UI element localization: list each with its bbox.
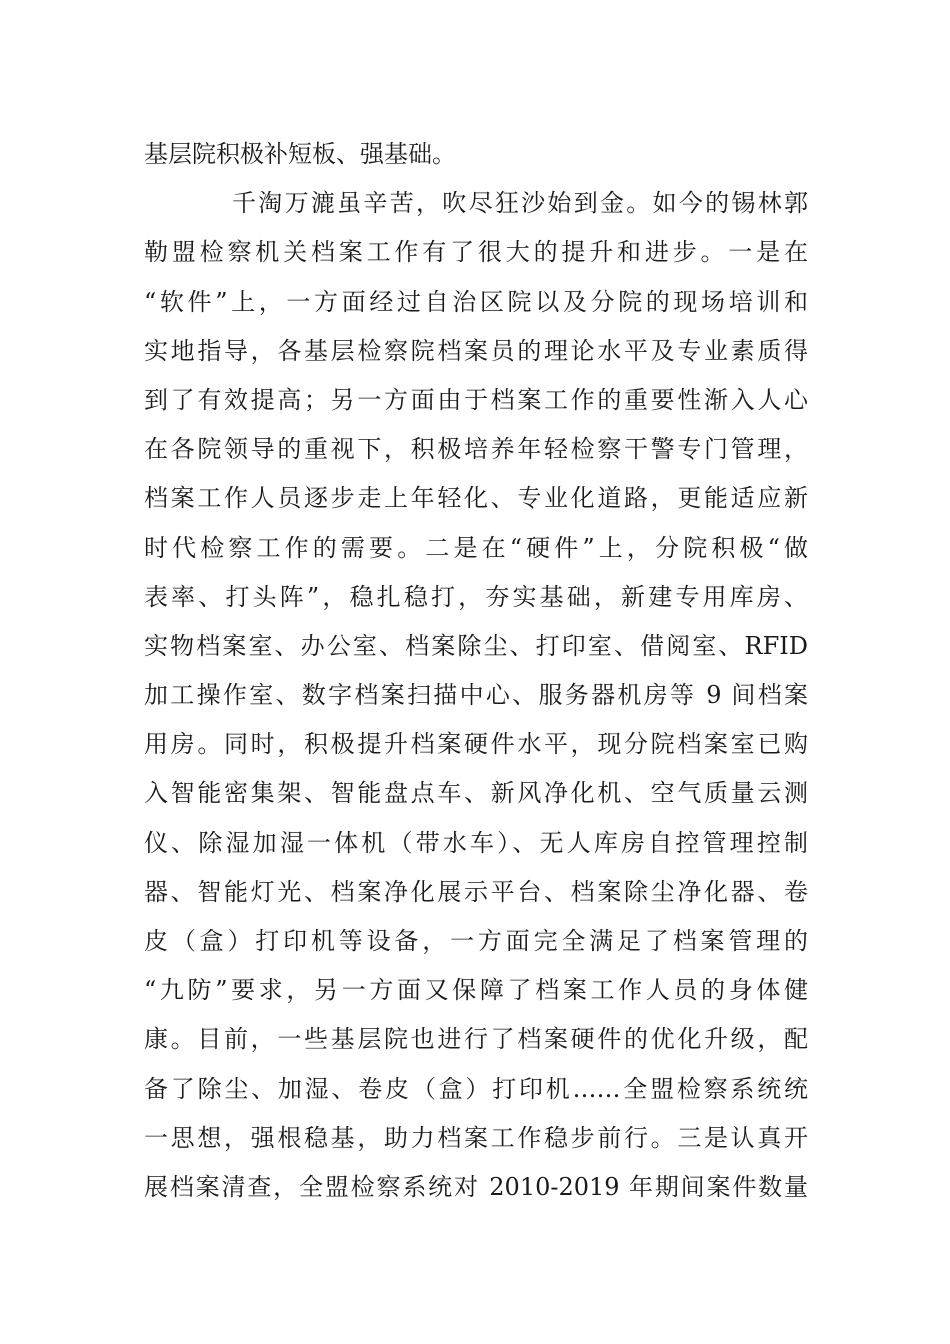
paragraph-line: 加工操作室、数字档案扫描中心、服务器机房等 9 间档案 xyxy=(144,681,808,710)
paragraph-line: 在各院领导的重视下，积极培养年轻检察干警专门管理， xyxy=(144,435,808,464)
paragraph-line: 基层院积极补短板、强基础。 xyxy=(144,140,456,168)
paragraph-line: 千淘万漉虽辛苦，吹尽狂沙始到金。如今的锡林郭 xyxy=(232,189,808,218)
paragraph-line: “九防”要求，另一方面又保障了档案工作人员的身体健 xyxy=(144,976,808,1005)
paragraph-line: 实地指导，各基层检察院档案员的理论水平及专业素质得 xyxy=(144,336,808,365)
paragraph-line: “软件”上，一方面经过自治区院以及分院的现场培训和 xyxy=(144,287,808,316)
paragraph-line: 仪、除湿加湿一体机（带水车）、无人库房自控管理控制 xyxy=(144,828,808,857)
body-text xyxy=(144,130,808,1212)
paragraph-line: 康。目前，一些基层院也进行了档案硬件的优化升级，配 xyxy=(144,1025,808,1054)
paragraph-line: 备了除尘、加湿、卷皮（盒）打印机……全盟检察系统统 xyxy=(144,1074,808,1103)
paragraph-line: 档案工作人员逐步走上年轻化、专业化道路，更能适应新 xyxy=(144,484,808,513)
paragraph-line: 器、智能灯光、档案净化展示平台、档案除尘净化器、卷 xyxy=(144,877,808,906)
paragraph-line: 展档案清查，全盟检察系统对 2010-2019 年期间案件数量 xyxy=(144,1172,808,1201)
paragraph-line: 一思想，强根稳基，助力档案工作稳步前行。三是认真开 xyxy=(144,1123,808,1152)
paragraph-line: 皮（盒）打印机等设备，一方面完全满足了档案管理的 xyxy=(144,927,808,955)
paragraph-line: 表率、打头阵”，稳扎稳打，夯实基础，新建专用库房、 xyxy=(144,582,808,611)
paragraph-line: 时代检察工作的需要。二是在“硬件”上，分院积极“做 xyxy=(144,533,808,562)
paragraph-line: 用房。同时，积极提升档案硬件水平，现分院档案室已购 xyxy=(144,730,808,759)
paragraph-line: 勒盟检察机关档案工作有了很大的提升和进步。一是在 xyxy=(144,238,808,267)
paragraph-line: 实物档案室、办公室、档案除尘、打印室、借阅室、RFID xyxy=(144,631,808,660)
paragraph-line: 入智能密集架、智能盘点车、新风净化机、空气质量云测 xyxy=(144,779,808,808)
paragraph-line: 到了有效提高；另一方面由于档案工作的重要性渐入人心 xyxy=(144,385,808,414)
